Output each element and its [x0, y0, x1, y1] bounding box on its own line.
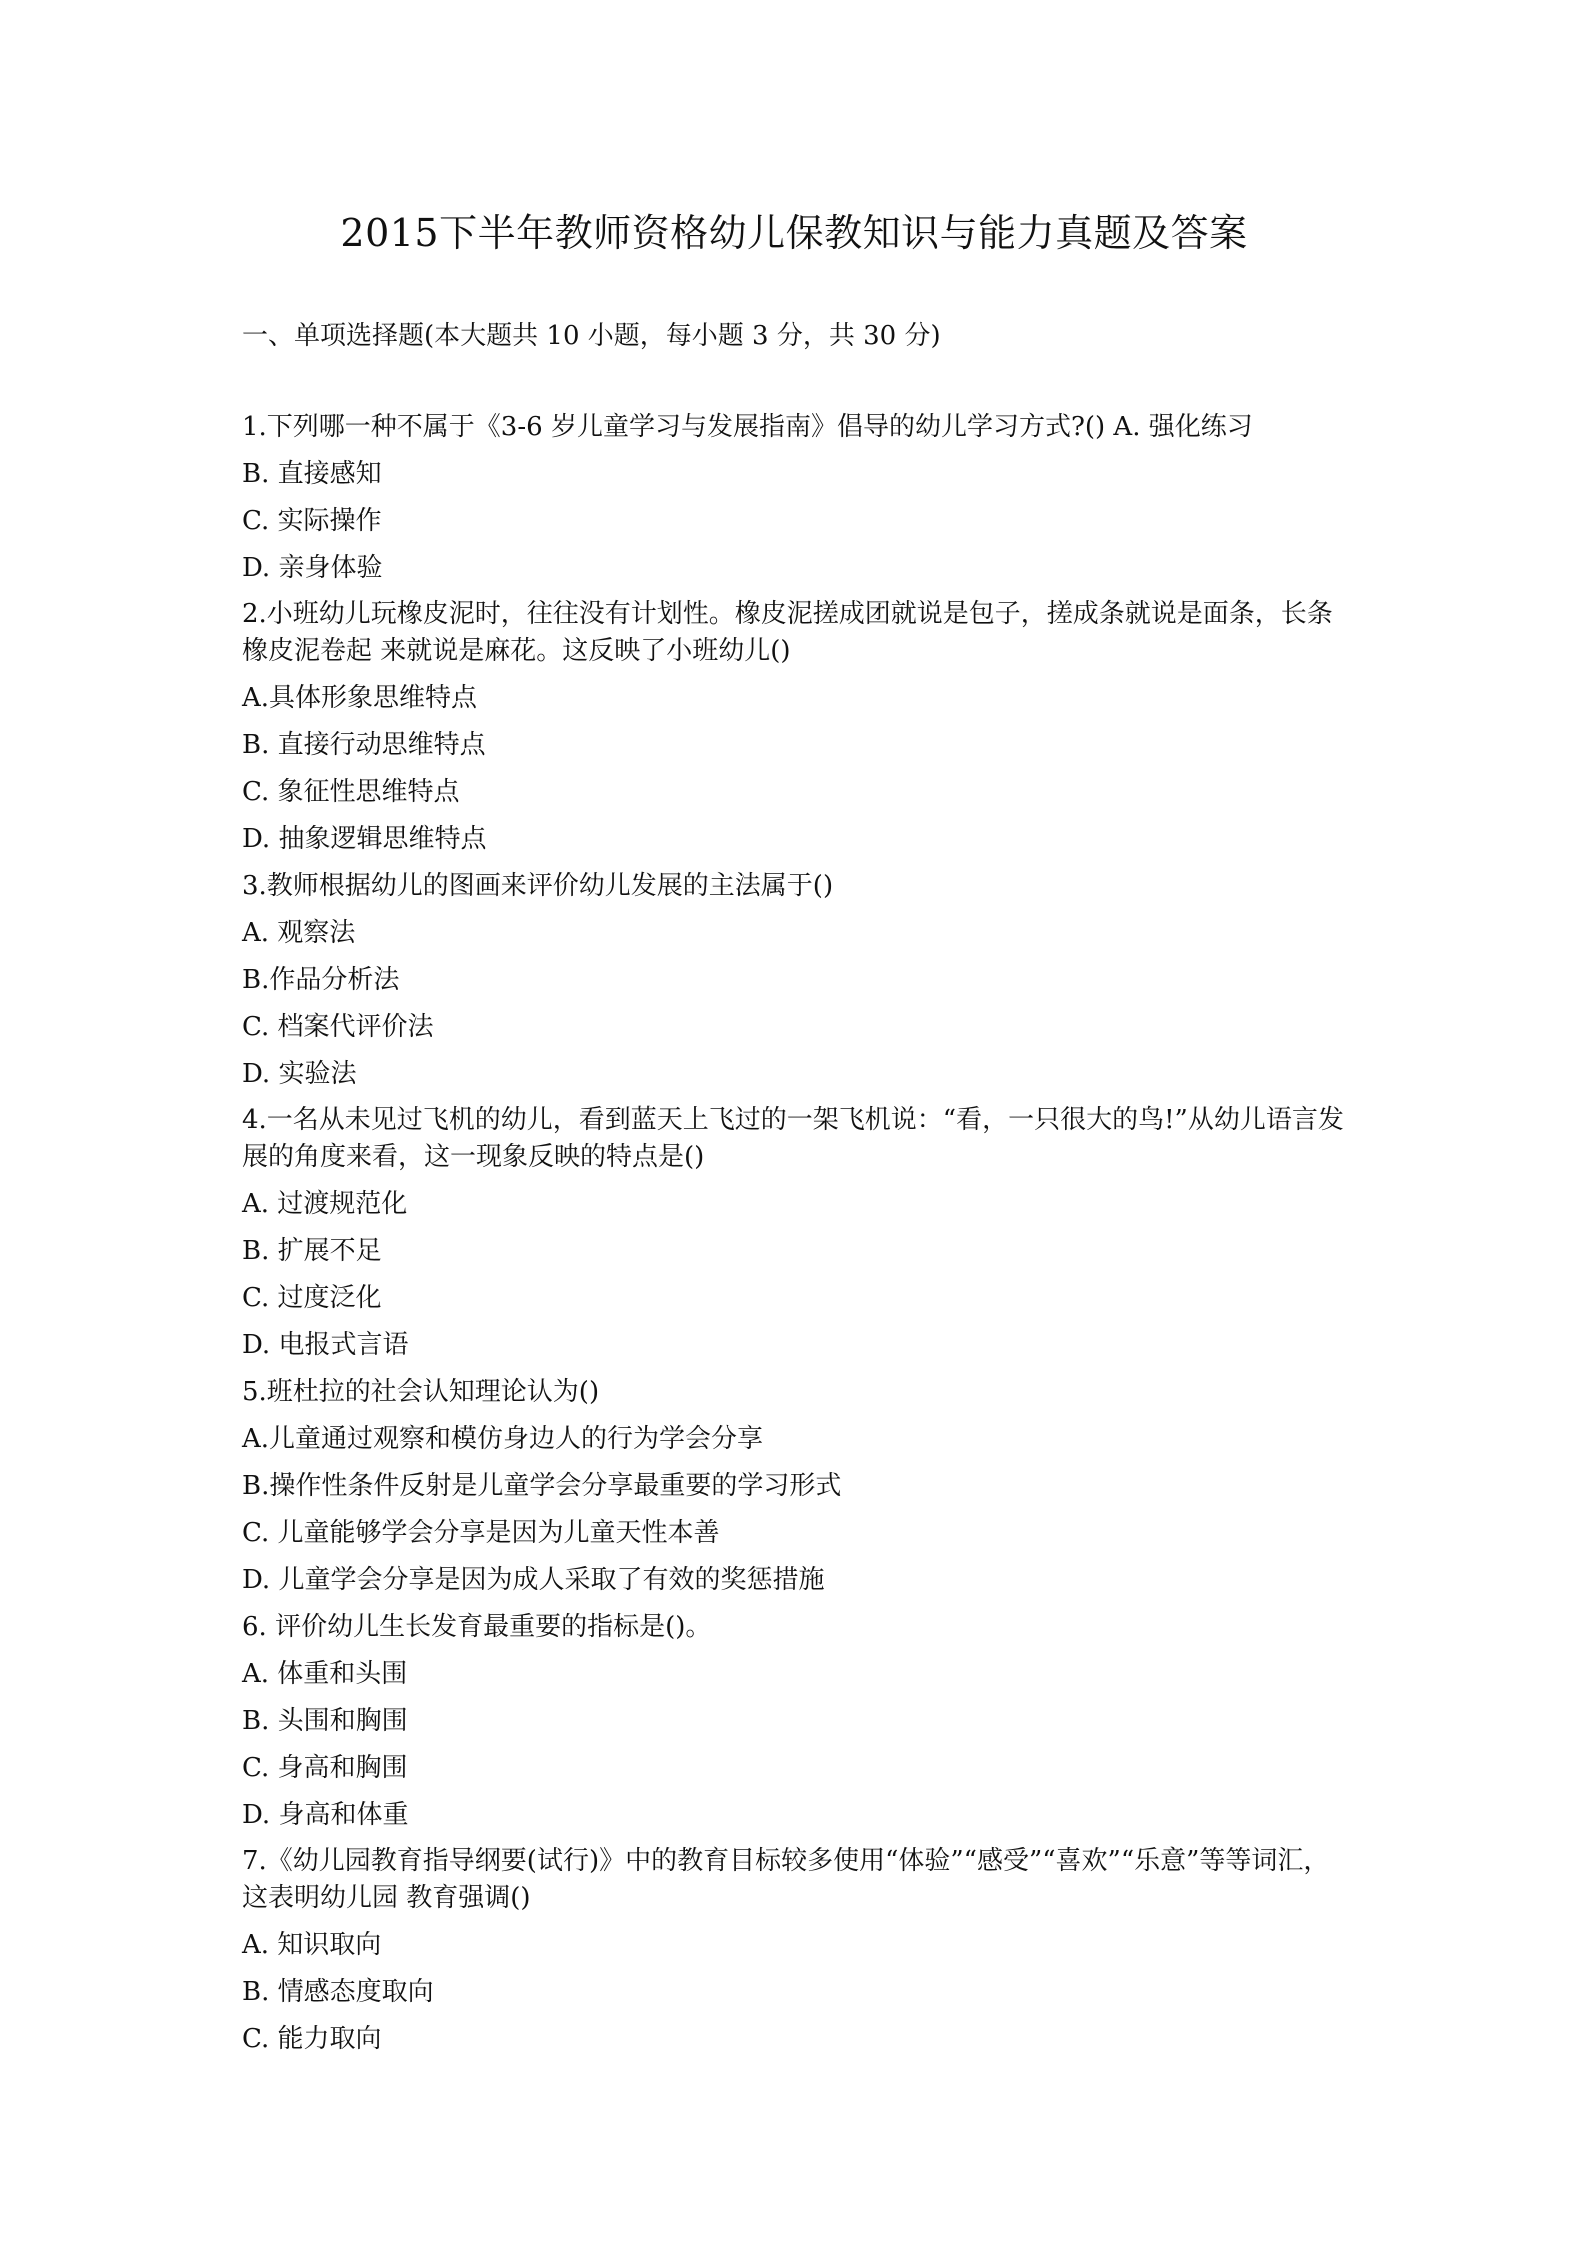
question-5-option-b: B.操作性条件反射是儿童学会分享最重要的学习形式 — [242, 1471, 842, 1501]
question-1-option-d: D. 亲身体验 — [242, 553, 383, 583]
question-2-option-c: C. 象征性思维特点 — [242, 777, 460, 807]
question-1-option-b: B. 直接感知 — [242, 459, 382, 489]
question-5-option-d: D. 儿童学会分享是因为成人采取了有效的奖惩措施 — [242, 1565, 825, 1595]
question-7-option-b: B. 情感态度取向 — [242, 1977, 434, 2007]
section-heading: 一、单项选择题(本大题共 10 小题，每小题 3 分，共 30 分) — [242, 321, 941, 351]
question-3-option-a: A. 观察法 — [242, 918, 356, 948]
question-6-option-d: D. 身高和体重 — [242, 1800, 409, 1830]
question-3-option-b: B.作品分析法 — [242, 965, 400, 995]
question-3-stem: 3.教师根据幼儿的图画来评价幼儿发展的主法属于() — [242, 871, 834, 901]
question-5-option-c: C. 儿童能够学会分享是因为儿童天性本善 — [242, 1518, 720, 1548]
question-4-stem: 4.一名从未见过飞机的幼儿，看到蓝天上飞过的一架飞机说：“看，一只很大的鸟!”从幼儿语言发展的角度来看，这一现象反映的特点是() — [242, 1105, 1344, 1172]
question-1-option-c: C. 实际操作 — [242, 506, 382, 536]
question-4-option-b: B. 扩展不足 — [242, 1236, 382, 1266]
question-4-option-a: A. 过渡规范化 — [242, 1189, 408, 1219]
question-6-stem: 6. 评价幼儿生长发育最重要的指标是()。 — [242, 1612, 712, 1642]
document-title: 2015下半年教师资格幼儿保教知识与能力真题及答案 — [340, 211, 1248, 255]
question-6-option-a: A. 体重和头围 — [242, 1659, 408, 1689]
question-3-option-c: C. 档案代评价法 — [242, 1012, 434, 1042]
question-5-option-a: A.儿童通过观察和模仿身边人的行为学会分享 — [242, 1424, 764, 1454]
question-1-stem: 1.下列哪一种不属于《3-6 岁儿童学习与发展指南》倡导的幼儿学习方式?() A. 强化练习 — [242, 412, 1253, 442]
question-6-option-c: C. 身高和胸围 — [242, 1753, 408, 1783]
question-list — [242, 408, 1350, 2067]
question-7-stem: 7.《幼儿园教育指导纲要(试行)》中的教育目标较多使用“体验”“感受”“喜欢”“乐意”等等词汇，这表明幼儿园 教育强调() — [242, 1846, 1330, 1913]
question-2-option-a: A.具体形象思维特点 — [242, 683, 478, 713]
question-7-option-a: A. 知识取向 — [242, 1930, 382, 1960]
question-5-stem: 5.班杜拉的社会认知理论认为() — [242, 1377, 600, 1407]
question-4-option-d: D. 电报式言语 — [242, 1330, 409, 1360]
question-4-option-c: C. 过度泛化 — [242, 1283, 382, 1313]
question-7-option-c: C. 能力取向 — [242, 2024, 382, 2054]
question-3-option-d: D. 实验法 — [242, 1059, 357, 1089]
question-6-option-b: B. 头围和胸围 — [242, 1706, 408, 1736]
question-2-option-d: D. 抽象逻辑思维特点 — [242, 824, 487, 854]
question-2-stem: 2.小班幼儿玩橡皮泥时，往往没有计划性。橡皮泥搓成团就说是包子，搓成条就说是面条，长条橡皮泥卷起 来就说是麻花。这反映了小班幼儿() — [242, 599, 1333, 666]
question-2-option-b: B. 直接行动思维特点 — [242, 730, 486, 760]
